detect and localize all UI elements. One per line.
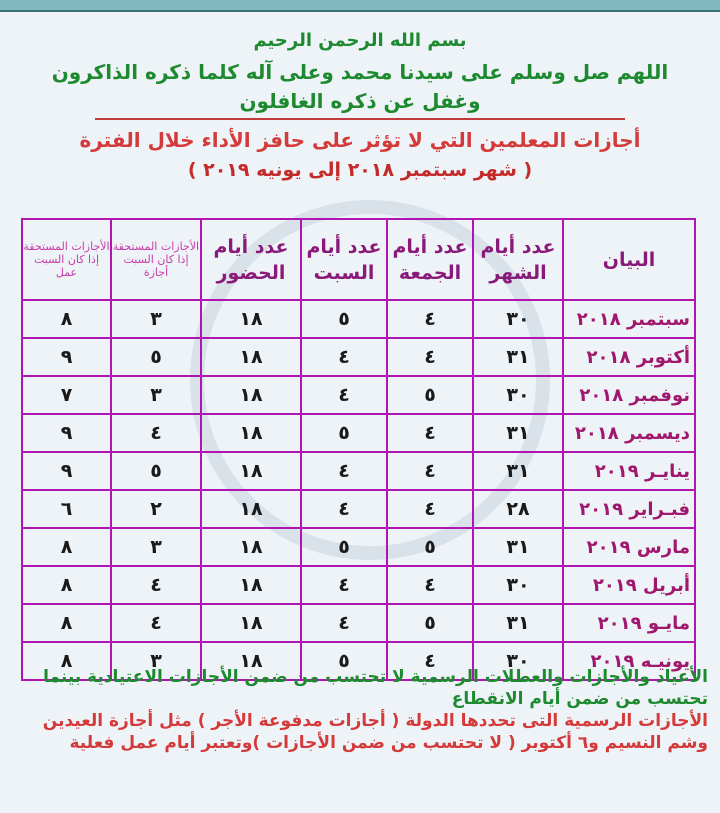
table-row xyxy=(22,338,695,376)
cell-attendance-days: ١٨ xyxy=(201,414,301,452)
header-leave-sat-off: الأجازات المستحقة إذا كان السبت أجازة xyxy=(111,219,201,300)
table-header-row xyxy=(22,219,695,300)
period-subtitle: ( شهر سبتمبر ٢٠١٨ إلى يونيه ٢٠١٩ ) xyxy=(187,159,533,181)
cell-month: نوفمبر ٢٠١٨ xyxy=(563,376,695,414)
table-row xyxy=(22,414,695,452)
cell-leave-sat-work: ٨ xyxy=(22,642,111,680)
prayer-text: اللهم صل وسلم على سيدنا محمد وعلى آله كلما ذكره الذاكرون وغفل عن ذكره الغافلون xyxy=(51,60,669,113)
header-friday-days: عدد أيام الجمعة xyxy=(387,219,473,300)
cell-attendance-days: ١٨ xyxy=(201,338,301,376)
cell-month: فبـراير ٢٠١٩ xyxy=(563,490,695,528)
cell-leave-sat-work: ٧ xyxy=(22,376,111,414)
note-holidays: الأعياد والأجازات والعطلات الرسمية لا تحتسب من ضمن الأجازات الاعتيادية بينما تحتسب من ضمن أيام الانقطاع xyxy=(43,667,708,709)
cell-leave-sat-work: ٨ xyxy=(22,604,111,642)
cell-saturday-days: ٤ xyxy=(301,490,387,528)
cell-month: مارس ٢٠١٩ xyxy=(563,528,695,566)
cell-saturday-days: ٥ xyxy=(301,642,387,680)
cell-saturday-days: ٤ xyxy=(301,376,387,414)
cell-month-days: ٣١ xyxy=(473,528,563,566)
cell-leave-sat-off: ٣ xyxy=(111,300,201,338)
cell-saturday-days: ٥ xyxy=(301,414,387,452)
cell-saturday-days: ٤ xyxy=(301,566,387,604)
cell-month-days: ٣١ xyxy=(473,338,563,376)
cell-leave-sat-off: ٥ xyxy=(111,452,201,490)
cell-friday-days: ٤ xyxy=(387,414,473,452)
cell-attendance-days: ١٨ xyxy=(201,376,301,414)
table-row xyxy=(22,490,695,528)
cell-month-days: ٣١ xyxy=(473,452,563,490)
table-row xyxy=(22,528,695,566)
header-saturday-days: عدد أيام السبت xyxy=(301,219,387,300)
cell-friday-days: ٤ xyxy=(387,452,473,490)
leave-table xyxy=(21,218,696,681)
header-attendance-days: عدد أيام الحضور xyxy=(201,219,301,300)
table-row xyxy=(22,300,695,338)
cell-friday-days: ٥ xyxy=(387,376,473,414)
cell-leave-sat-off: ٥ xyxy=(111,338,201,376)
table-row xyxy=(22,604,695,642)
cell-month: مايـو ٢٠١٩ xyxy=(563,604,695,642)
table-row xyxy=(22,566,695,604)
cell-leave-sat-off: ٤ xyxy=(111,414,201,452)
cell-month-days: ٣٠ xyxy=(473,566,563,604)
cell-month: ديسمبر ٢٠١٨ xyxy=(563,414,695,452)
cell-attendance-days: ١٨ xyxy=(201,452,301,490)
cell-friday-days: ٥ xyxy=(387,604,473,642)
cell-leave-sat-off: ٣ xyxy=(111,528,201,566)
header-leave-sat-work: الأجازات المستحقة إذا كان السبت عمل xyxy=(22,219,111,300)
cell-leave-sat-work: ٨ xyxy=(22,566,111,604)
cell-leave-sat-work: ٩ xyxy=(22,452,111,490)
cell-leave-sat-off: ٣ xyxy=(111,642,201,680)
table-row xyxy=(22,376,695,414)
cell-friday-days: ٥ xyxy=(387,528,473,566)
cell-attendance-days: ١٨ xyxy=(201,604,301,642)
cell-month: سبتمبر ٢٠١٨ xyxy=(563,300,695,338)
cell-leave-sat-work: ٩ xyxy=(22,338,111,376)
header-label: البيان xyxy=(563,219,695,300)
cell-leave-sat-work: ٩ xyxy=(22,414,111,452)
cell-friday-days: ٤ xyxy=(387,642,473,680)
cell-leave-sat-off: ٤ xyxy=(111,566,201,604)
basmala: بسم الله الرحمن الرحيم xyxy=(253,30,467,51)
cell-month: ينايـر ٢٠١٩ xyxy=(563,452,695,490)
page-title: أجازات المعلمين التي لا تؤثر على حافز الأداء خلال الفترة xyxy=(79,128,641,152)
cell-leave-sat-work: ٨ xyxy=(22,528,111,566)
table-row xyxy=(22,452,695,490)
top-accent-line xyxy=(0,10,720,12)
cell-month: أكتوبر ٢٠١٨ xyxy=(563,338,695,376)
cell-saturday-days: ٤ xyxy=(301,452,387,490)
cell-attendance-days: ١٨ xyxy=(201,300,301,338)
cell-month: أبريل ٢٠١٩ xyxy=(563,566,695,604)
top-accent-bar xyxy=(0,0,720,10)
cell-leave-sat-work: ٨ xyxy=(22,300,111,338)
cell-saturday-days: ٤ xyxy=(301,604,387,642)
title-divider xyxy=(95,118,625,120)
cell-attendance-days: ١٨ xyxy=(201,490,301,528)
header-month-days: عدد أيام الشهر xyxy=(473,219,563,300)
cell-month-days: ٣٠ xyxy=(473,300,563,338)
cell-month-days: ٣٠ xyxy=(473,376,563,414)
cell-attendance-days: ١٨ xyxy=(201,566,301,604)
cell-leave-sat-off: ٣ xyxy=(111,376,201,414)
cell-leave-sat-work: ٦ xyxy=(22,490,111,528)
cell-friday-days: ٤ xyxy=(387,566,473,604)
cell-saturday-days: ٥ xyxy=(301,528,387,566)
cell-month-days: ٣٠ xyxy=(473,642,563,680)
cell-month-days: ٣١ xyxy=(473,604,563,642)
cell-month: يونيـه ٢٠١٩ xyxy=(563,642,695,680)
cell-friday-days: ٤ xyxy=(387,490,473,528)
cell-leave-sat-off: ٤ xyxy=(111,604,201,642)
cell-saturday-days: ٥ xyxy=(301,300,387,338)
cell-saturday-days: ٤ xyxy=(301,338,387,376)
cell-friday-days: ٤ xyxy=(387,338,473,376)
cell-month-days: ٢٨ xyxy=(473,490,563,528)
cell-friday-days: ٤ xyxy=(387,300,473,338)
note-official-leave: الأجازات الرسمية التى تحددها الدولة ( أجازات مدفوعة الأجر ) مثل أجازة العيدين وشم النسيم و٦ أكتوبر ( لا تحتسب من ضمن الأجازات )وتعتبر أيام عمل فعلية xyxy=(42,711,708,753)
cell-attendance-days: ١٨ xyxy=(201,642,301,680)
cell-leave-sat-off: ٢ xyxy=(111,490,201,528)
cell-attendance-days: ١٨ xyxy=(201,528,301,566)
cell-month-days: ٣١ xyxy=(473,414,563,452)
